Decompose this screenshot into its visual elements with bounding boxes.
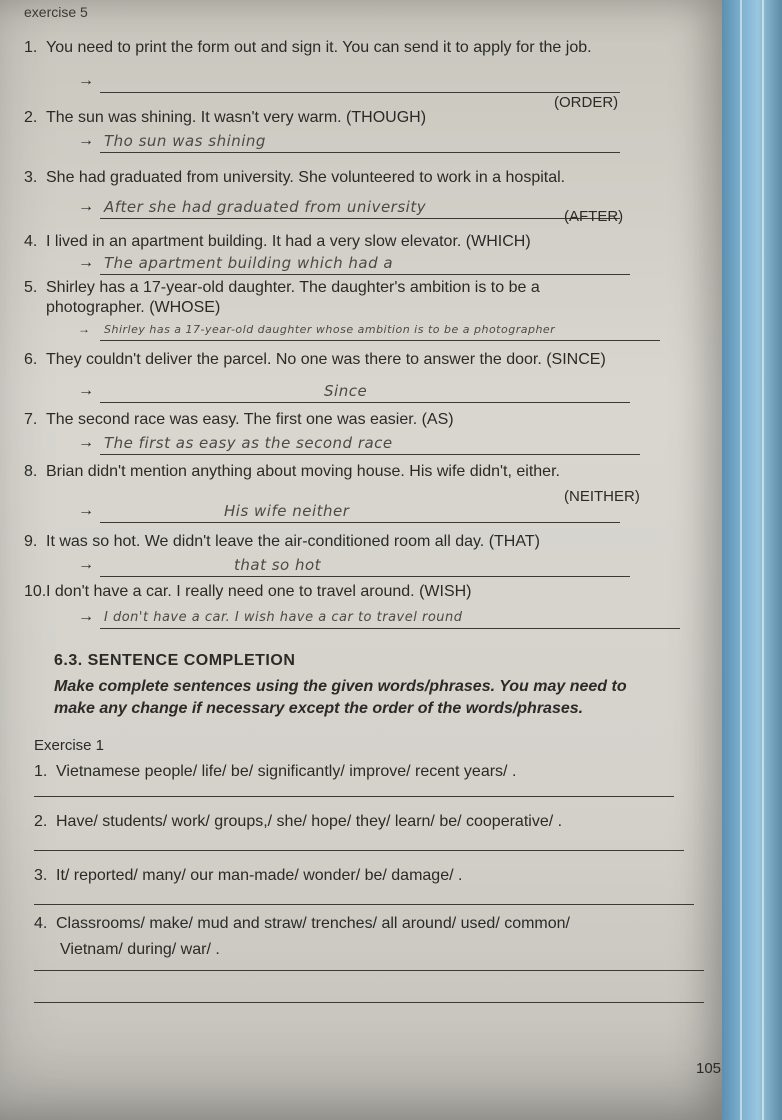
- binding-edge: [740, 0, 742, 1120]
- item-text: Shirley has a 17-year-old daughter. The daughter's ambition is to be a: [46, 279, 540, 296]
- cue-3: (AFTER): [564, 208, 624, 225]
- arrow-icon: →: [78, 434, 94, 451]
- handwritten-answer: I don't have a car. I wish have a car to travel round: [104, 610, 463, 625]
- arrow-icon: →: [78, 608, 94, 625]
- cue-8: (NEITHER): [564, 488, 640, 505]
- handwritten-answer: The first as easy as the second race: [104, 434, 393, 452]
- completion-item-1: 1. Vietnamese people/ life/ be/ significantly/ improve/ recent years/ .: [34, 763, 517, 780]
- book-binding: [722, 0, 782, 1120]
- answer-line-1[interactable]: [78, 70, 620, 93]
- item-text: She had graduated from university. She volunteered to work in a hospital.: [46, 169, 566, 186]
- completion-item-4: 4. Classrooms/ make/ mud and straw/ trenches/ all around/ used/ common/: [34, 915, 570, 932]
- item-text: The sun was shining. It wasn't very warm. (THOUGH): [46, 109, 427, 126]
- page-number: 105: [696, 1060, 722, 1077]
- answer-blank-4a[interactable]: [34, 968, 704, 971]
- answer-line-4[interactable]: [78, 252, 630, 275]
- handwritten-answer: His wife neither: [224, 502, 350, 520]
- rewrite-item-2: 2. The sun was shining. It wasn't very warm. (THOUGH): [24, 109, 427, 126]
- section-title: 6.3. SENTENCE COMPLETION: [54, 652, 296, 669]
- exercise-title: Exercise 1: [34, 737, 105, 754]
- rewrite-item-7: 7. The second race was easy. The first one was easier. (AS): [24, 411, 454, 428]
- arrow-icon: →: [78, 502, 94, 519]
- rewrite-item-1: 1. You need to print the form out and sign it. You can send it to apply for the job.: [24, 39, 592, 56]
- handwritten-answer: The apartment building which had a: [104, 254, 394, 272]
- cue-1: (ORDER): [554, 94, 619, 111]
- exercise-label: exercise 5: [24, 4, 88, 20]
- answer-blank-4b[interactable]: [34, 1000, 704, 1003]
- answer-line-10[interactable]: [78, 606, 680, 629]
- handwritten-answer: that so hot: [234, 556, 322, 574]
- answer-line-9[interactable]: [78, 554, 630, 577]
- answer-blank-2[interactable]: [34, 848, 684, 851]
- handwritten-answer: After she had graduated from university: [104, 198, 427, 216]
- arrow-icon: →: [78, 382, 94, 399]
- completion-item-4-cont: Vietnam/ during/ war/ .: [60, 941, 220, 958]
- answer-line-7[interactable]: [78, 432, 640, 455]
- rewrite-item-6: 6. They couldn't deliver the parcel. No one was there to answer the door. (SINCE): [24, 351, 606, 368]
- binding-edge: [762, 0, 764, 1120]
- rewrite-item-5-cont: photographer. (WHOSE): [46, 299, 221, 316]
- handwritten-answer: Since: [324, 382, 368, 400]
- rewrite-item-10: 10.I don't have a car. I really need one to travel around. (WISH): [24, 583, 472, 600]
- answer-line-3[interactable]: [78, 196, 620, 219]
- rewrite-item-9: 9. It was so hot. We didn't leave the air-conditioned room all day. (THAT): [24, 533, 540, 550]
- handwritten-answer: Shirley has a 17-year-old daughter whose ambition is to be a photographer: [104, 323, 556, 336]
- page-content: [24, 0, 722, 1120]
- item-text: They couldn't deliver the parcel. No one was there to answer the door. (SINCE): [46, 351, 606, 368]
- item-text: It was so hot. We didn't leave the air-conditioned room all day. (THAT): [46, 533, 540, 550]
- answer-line-6[interactable]: [78, 380, 630, 403]
- answer-blank-1[interactable]: [34, 794, 674, 797]
- arrow-icon: →: [78, 254, 94, 271]
- rewrite-item-8: 8. Brian didn't mention anything about moving house. His wife didn't, either.: [24, 463, 560, 480]
- item-text: The second race was easy. The first one was easier. (AS): [46, 411, 454, 428]
- instruction-line-2: make any change if necessary except the order of the words/phrases.: [54, 700, 584, 717]
- completion-item-3: 3. It/ reported/ many/ our man-made/ wonder/ be/ damage/ .: [34, 867, 463, 884]
- item-text: Brian didn't mention anything about moving house. His wife didn't, either.: [46, 463, 560, 480]
- arrow-icon: →: [78, 198, 94, 215]
- answer-blank-3[interactable]: [34, 902, 694, 905]
- item-text: I lived in an apartment building. It had a very slow elevator. (WHICH): [46, 233, 531, 250]
- arrow-icon: →: [78, 72, 94, 89]
- rewrite-item-5: 5. Shirley has a 17-year-old daughter. The daughter's ambition is to be a: [24, 279, 540, 296]
- arrow-icon: →: [78, 322, 90, 336]
- rewrite-item-3: 3. She had graduated from university. She volunteered to work in a hospital.: [24, 169, 566, 186]
- handwritten-answer: Tho sun was shining: [104, 132, 266, 150]
- item-text: I don't have a car. I really need one to travel around. (WISH): [46, 583, 472, 600]
- arrow-icon: →: [78, 132, 94, 149]
- answer-line-5[interactable]: [78, 318, 660, 341]
- rewrite-item-4: 4. I lived in an apartment building. It had a very slow elevator. (WHICH): [24, 233, 531, 250]
- completion-item-2: 2. Have/ students/ work/ groups,/ she/ hope/ they/ learn/ be/ cooperative/ .: [34, 813, 563, 830]
- answer-line-8[interactable]: [78, 500, 620, 523]
- item-text: You need to print the form out and sign it. You can send it to apply for the job.: [46, 39, 592, 56]
- instruction-line-1: Make complete sentences using the given words/phrases. You may need to: [54, 678, 627, 695]
- arrow-icon: →: [78, 556, 94, 573]
- answer-line-2[interactable]: [78, 130, 620, 153]
